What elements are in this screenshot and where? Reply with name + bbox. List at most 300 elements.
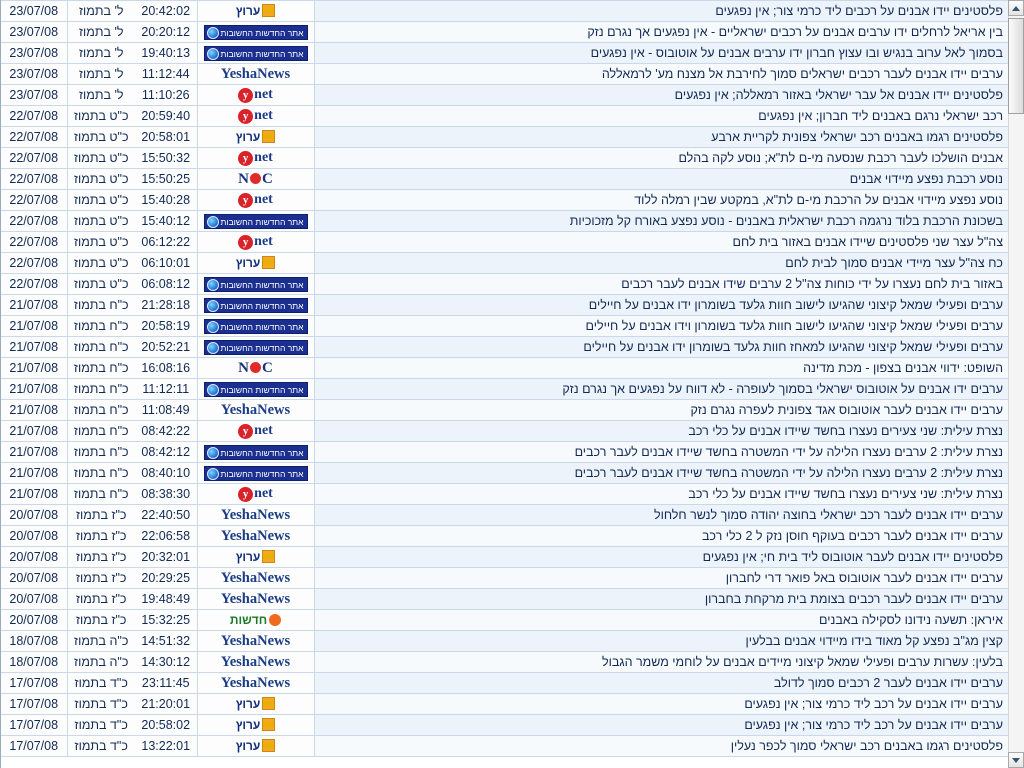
news-source-cell[interactable]: [197, 232, 314, 253]
ynet-mark: y: [238, 424, 253, 439]
table-row[interactable]: [1, 631, 1008, 652]
news-date-cell: 22/07/08: [1, 211, 67, 232]
news-date-cell: 22/07/08: [1, 232, 67, 253]
globe-icon: [207, 27, 219, 39]
arutz7-bars-icon: [262, 697, 275, 710]
yeshanews-logo[interactable]: YeshaNews: [220, 654, 291, 670]
news-headline-link[interactable]: פלסטינים יידו אבנים על רכבים ליד כרמי צור; אין נפגעים: [314, 1, 1008, 22]
news-headline-link[interactable]: ערבים יידו אבנים על רכב ליד כרמי צור; אין נפגעים: [314, 715, 1008, 736]
news-hebrew-date-cell: כ"ח בתמוז: [67, 358, 135, 379]
news-source-cell[interactable]: [197, 421, 314, 442]
yeshanews-logo[interactable]: YeshaNews: [220, 528, 291, 544]
news-time-cell: 14:30:12: [135, 652, 197, 673]
news-date-cell: 21/07/08: [1, 316, 67, 337]
news-time-cell: 20:58:01: [135, 127, 197, 148]
news-results-table: [1, 0, 1008, 757]
news-time-cell: 08:38:30: [135, 484, 197, 505]
news-headline-link[interactable]: בין אריאל לרחלים ידו ערבים אבנים על רכבים ישראליים - אין נפגעים אך נגרם נזק: [314, 22, 1008, 43]
news-headline-link[interactable]: אבנים הושלכו לעבר רכבת שנסעה מי-ם לת"א; נוסע לקה בהלם: [314, 148, 1008, 169]
globe-icon: [207, 468, 219, 480]
news-hebrew-date-cell: כ"ט בתמוז: [67, 127, 135, 148]
news-date-cell: 22/07/08: [1, 106, 67, 127]
news-time-cell: 19:48:49: [135, 589, 197, 610]
news-hebrew-date-cell: כ"ד בתמוז: [67, 673, 135, 694]
news-date-cell: 21/07/08: [1, 463, 67, 484]
table-row[interactable]: [1, 484, 1008, 505]
ynet-wordmark: net: [254, 150, 273, 165]
table-row[interactable]: [1, 337, 1008, 358]
hahadashot-wordmark: אתר החדשות החשובות: [220, 321, 304, 332]
news-source-cell[interactable]: [197, 547, 314, 568]
news-source-cell[interactable]: [197, 568, 314, 589]
hahadashot-hahashuvot-logo[interactable]: [204, 445, 308, 460]
news-source-cell[interactable]: [197, 358, 314, 379]
news-source-cell[interactable]: [197, 442, 314, 463]
news-source-cell[interactable]: [197, 43, 314, 64]
news-time-cell: 19:40:13: [135, 43, 197, 64]
news-date-cell: 21/07/08: [1, 337, 67, 358]
scrollbar-track[interactable]: [1009, 16, 1024, 752]
news-source-cell[interactable]: [197, 64, 314, 85]
news-source-cell[interactable]: [197, 715, 314, 736]
yeshanews-logo[interactable]: YeshaNews: [220, 66, 291, 82]
news-hebrew-date-cell: כ"ט בתמוז: [67, 190, 135, 211]
news-source-cell[interactable]: [197, 295, 314, 316]
hahadashot-hahashuvot-logo[interactable]: [204, 466, 308, 481]
news-source-cell[interactable]: [197, 505, 314, 526]
news-date-cell: 18/07/08: [1, 631, 67, 652]
table-row[interactable]: [1, 568, 1008, 589]
globe-icon: [207, 321, 219, 333]
news-date-cell: 17/07/08: [1, 715, 67, 736]
sun-icon: [269, 614, 281, 626]
hahadashot-hahashuvot-logo[interactable]: [204, 298, 308, 313]
globe-icon: [207, 447, 219, 459]
news-time-cell: 22:06:58: [135, 526, 197, 547]
news-date-cell: 21/07/08: [1, 421, 67, 442]
news-source-cell[interactable]: [197, 610, 314, 631]
triangle-down-icon: [1012, 758, 1020, 763]
news-source-cell[interactable]: [197, 253, 314, 274]
news-headline-link[interactable]: ערבים יידו אבנים לעבר אוטובוס באל פואר דרי לחברון: [314, 568, 1008, 589]
news-date-cell: 23/07/08: [1, 1, 67, 22]
arutz7-wordmark: ערוץ: [235, 697, 261, 711]
arutz7-wordmark: ערוץ: [235, 256, 261, 270]
news-date-cell: 21/07/08: [1, 358, 67, 379]
news-time-cell: 06:10:01: [135, 253, 197, 274]
ynet-logo[interactable]: [238, 108, 273, 124]
news-date-cell: 20/07/08: [1, 568, 67, 589]
ynet-mark: y: [238, 487, 253, 502]
news-source-cell[interactable]: [197, 694, 314, 715]
green-news-logo[interactable]: [230, 612, 281, 628]
news-headline-link[interactable]: נוסע רכבת נפצע מיידוי אבנים: [314, 169, 1008, 190]
hahadashot-wordmark: אתר החדשות החשובות: [220, 300, 304, 311]
arutz7-bars-icon: [262, 130, 275, 143]
news-date-cell: 21/07/08: [1, 484, 67, 505]
news-time-cell: 20:20:12: [135, 22, 197, 43]
news-hebrew-date-cell: כ"ד בתמוז: [67, 694, 135, 715]
table-row[interactable]: [1, 526, 1008, 547]
news-source-cell[interactable]: [197, 589, 314, 610]
arutz7-wordmark: ערוץ: [235, 130, 261, 144]
table-row[interactable]: [1, 274, 1008, 295]
news-headline-link[interactable]: ערבים יידו אבנים לעבר רכבים בעוקף חוסן נזק ל 2 כלי רכב: [314, 526, 1008, 547]
news-time-cell: 20:59:40: [135, 106, 197, 127]
arutz7-bars-icon: [262, 739, 275, 752]
news-time-cell: 20:58:19: [135, 316, 197, 337]
news-source-cell[interactable]: [197, 652, 314, 673]
news-headline-link[interactable]: צה"ל עצר שני פלסטינים שיידו אבנים באזור בית לחם: [314, 232, 1008, 253]
news-hebrew-date-cell: כ"ז בתמוז: [67, 526, 135, 547]
nfc-letter-n: N: [238, 171, 249, 187]
news-time-cell: 20:32:01: [135, 547, 197, 568]
globe-icon: [207, 216, 219, 228]
news-source-cell[interactable]: [197, 526, 314, 547]
news-date-cell: 17/07/08: [1, 673, 67, 694]
hahadashot-hahashuvot-logo[interactable]: [204, 340, 308, 355]
news-hebrew-date-cell: כ"ח בתמוז: [67, 295, 135, 316]
table-row[interactable]: [1, 295, 1008, 316]
news-time-cell: 08:42:22: [135, 421, 197, 442]
news-source-cell[interactable]: [197, 85, 314, 106]
news-time-cell: 16:08:16: [135, 358, 197, 379]
hahadashot-hahashuvot-logo[interactable]: [204, 277, 308, 292]
news-source-cell[interactable]: [197, 211, 314, 232]
ynet-mark: y: [238, 235, 253, 250]
news-time-cell: 20:52:21: [135, 337, 197, 358]
news-headline-link[interactable]: פלסטינים יידו אבנים אל עבר ישראלי באזור רמאללה; אין נפגעים: [314, 85, 1008, 106]
news-date-cell: 20/07/08: [1, 505, 67, 526]
scroll-up-button[interactable]: [1008, 0, 1024, 16]
news-headline-link[interactable]: קצין מג"ב נפצע קל מאוד בידו מיידוי אבנים בבלעין: [314, 631, 1008, 652]
table-row[interactable]: [1, 190, 1008, 211]
news-source-cell[interactable]: [197, 484, 314, 505]
news-hebrew-date-cell: ל' בתמוז: [67, 1, 135, 22]
news-headline-link[interactable]: פלסטינים יידו אבנים לעבר אוטובוס ליד בית חי; אין נפגעים: [314, 547, 1008, 568]
news-source-cell[interactable]: [197, 379, 314, 400]
table-row[interactable]: [1, 106, 1008, 127]
arutz7-wordmark: ערוץ: [235, 4, 261, 18]
news-time-cell: 22:40:50: [135, 505, 197, 526]
news-source-cell[interactable]: [197, 148, 314, 169]
yeshanews-logo[interactable]: YeshaNews: [220, 591, 291, 607]
news-headline-link[interactable]: נצרת עילית: שני צעירים נעצרו בחשד שיידו אבנים על כלי רכב: [314, 421, 1008, 442]
vertical-scrollbar[interactable]: [1008, 0, 1024, 768]
table-row[interactable]: [1, 505, 1008, 526]
news-time-cell: 15:40:12: [135, 211, 197, 232]
hahadashot-wordmark: אתר החדשות החשובות: [220, 384, 304, 395]
news-headline-link[interactable]: כח צה"ל עצר מיידי אבנים סמוך לבית לחם: [314, 253, 1008, 274]
arutz7-bars-icon: [262, 550, 275, 563]
news-hebrew-date-cell: כ"ח בתמוז: [67, 337, 135, 358]
ynet-logo[interactable]: [238, 486, 273, 502]
news-headline-link[interactable]: איראן: תשעה נידונו לסקילה באבנים: [314, 610, 1008, 631]
news-headline-link[interactable]: נוסע נפצע מיידוי אבנים על הרכבת מי-ם לת"א, במקטע שבין רמלה ללוד: [314, 190, 1008, 211]
table-row[interactable]: [1, 379, 1008, 400]
news-date-cell: 22/07/08: [1, 148, 67, 169]
news-time-cell: 06:08:12: [135, 274, 197, 295]
news-headline-link[interactable]: באזור בית לחם נעצרו על ידי כוחות צה"ל 2 ערבים שידו אבנים לעבר רכבים: [314, 274, 1008, 295]
globe-icon: [207, 342, 219, 354]
nfc-dot-icon: [250, 362, 261, 373]
ynet-wordmark: net: [254, 87, 273, 102]
table-row[interactable]: [1, 316, 1008, 337]
news-time-cell: 08:40:10: [135, 463, 197, 484]
news-time-cell: 15:50:32: [135, 148, 197, 169]
news-headline-link[interactable]: ערבים ופעילי שמאל קיצוני שהגיעו למאחז חוות גלעד בשומרון ידו אבנים על חיילים: [314, 337, 1008, 358]
news-headline-link[interactable]: ערבים ידו אבנים על אוטובוס ישראלי בסמוך לעופרה - לא דווח על נפגעים אך נגרם נזק: [314, 379, 1008, 400]
ynet-logo[interactable]: [238, 150, 273, 166]
news-headline-link[interactable]: ערבים יידו אבנים לעבר 2 רכבים סמוך לדולב: [314, 673, 1008, 694]
news-headline-link[interactable]: פלסטינים רגמו באבנים רכב ישראלי צפונית לקריית ארבע: [314, 127, 1008, 148]
news-source-cell[interactable]: [197, 400, 314, 421]
arutz-7-logo[interactable]: [236, 549, 276, 565]
arutz7-bars-icon: [262, 4, 275, 17]
news-time-cell: 20:29:25: [135, 568, 197, 589]
news-date-cell: 22/07/08: [1, 274, 67, 295]
news-hebrew-date-cell: כ"ד בתמוז: [67, 715, 135, 736]
news-source-cell[interactable]: [197, 190, 314, 211]
news-source-cell[interactable]: [197, 127, 314, 148]
table-row[interactable]: [1, 253, 1008, 274]
ynet-wordmark: net: [254, 192, 273, 207]
yeshanews-logo[interactable]: YeshaNews: [220, 570, 291, 586]
news-time-cell: 11:08:49: [135, 400, 197, 421]
news-hebrew-date-cell: כ"ט בתמוז: [67, 211, 135, 232]
news-headline-link[interactable]: ערבים יידו אבנים לעבר אוטובוס אגד צפונית לעפרה נגרם נזק: [314, 400, 1008, 421]
news-hebrew-date-cell: כ"ה בתמוז: [67, 631, 135, 652]
nfc-letter-n: N: [238, 360, 249, 376]
news-source-cell[interactable]: [197, 463, 314, 484]
news-source-cell[interactable]: [197, 631, 314, 652]
news-hebrew-date-cell: כ"ט בתמוז: [67, 169, 135, 190]
hahadashot-hahashuvot-logo[interactable]: [204, 382, 308, 397]
nfc-letter-c: C: [262, 360, 273, 376]
news-hebrew-date-cell: כ"ט בתמוז: [67, 232, 135, 253]
news-hebrew-date-cell: כ"ח בתמוז: [67, 316, 135, 337]
news-headline-link[interactable]: ערבים יידו אבנים לעבר רכב ישראלי בחוצה יהודה סמוך לנשר חלחול: [314, 505, 1008, 526]
news-date-cell: 21/07/08: [1, 400, 67, 421]
hahadashot-wordmark: אתר החדשות החשובות: [220, 447, 304, 458]
yeshanews-logo[interactable]: YeshaNews: [220, 402, 291, 418]
news-hebrew-date-cell: ל' בתמוז: [67, 43, 135, 64]
news-hebrew-date-cell: ל' בתמוז: [67, 85, 135, 106]
triangle-up-icon: [1012, 6, 1020, 11]
news-time-cell: 15:40:28: [135, 190, 197, 211]
news-date-cell: 21/07/08: [1, 379, 67, 400]
table-row[interactable]: [1, 610, 1008, 631]
table-row[interactable]: [1, 673, 1008, 694]
table-row[interactable]: [1, 43, 1008, 64]
news-headline-link[interactable]: נצרת עילית: שני צעירים נעצרו בחשד שיידו אבנים על כלי רכב: [314, 484, 1008, 505]
news-time-cell: 08:42:12: [135, 442, 197, 463]
news-headline-link[interactable]: נצרת עילית: 2 ערבים נעצרו הלילה על ידי המשטרה בחשד שיידו אבנים לעבר רכבים: [314, 442, 1008, 463]
news-date-cell: 21/07/08: [1, 442, 67, 463]
arutz-7-logo[interactable]: [236, 255, 276, 271]
table-row[interactable]: [1, 715, 1008, 736]
news-headline-link[interactable]: ערבים ופעילי שמאל קיצוני שהגיעו לישוב חוות גלעד בשומרון ידו אבנים על חיילים: [314, 295, 1008, 316]
news-headline-link[interactable]: ערבים יידו אבנים לעבר רכבים בצומת בית מרקחת בחברון: [314, 589, 1008, 610]
scrollbar-thumb[interactable]: [1008, 18, 1024, 114]
table-row[interactable]: [1, 1, 1008, 22]
news-date-cell: 18/07/08: [1, 652, 67, 673]
news-time-cell: 23:11:45: [135, 673, 197, 694]
arutz7-bars-icon: [262, 718, 275, 731]
news-time-cell: 21:20:01: [135, 694, 197, 715]
news-date-cell: 22/07/08: [1, 190, 67, 211]
news-time-cell: 13:22:01: [135, 736, 197, 757]
globe-icon: [207, 279, 219, 291]
news-hebrew-date-cell: ל' בתמוז: [67, 22, 135, 43]
nfc-dot-icon: [250, 173, 261, 184]
news-date-cell: 20/07/08: [1, 589, 67, 610]
ynet-mark: y: [238, 193, 253, 208]
yeshanews-logo[interactable]: YeshaNews: [220, 507, 291, 523]
news-source-cell[interactable]: [197, 22, 314, 43]
news-headline-link[interactable]: נצרת עילית: 2 ערבים נעצרו הלילה על ידי המשטרה בחשד שיידו אבנים לעבר רכבים: [314, 463, 1008, 484]
news-headline-link[interactable]: רכב ישראלי נרגם באבנים ליד חברון; אין נפגעים: [314, 106, 1008, 127]
table-row[interactable]: [1, 211, 1008, 232]
news-hebrew-date-cell: כ"ז בתמוז: [67, 610, 135, 631]
yeshanews-logo[interactable]: YeshaNews: [220, 675, 291, 691]
yeshanews-logo[interactable]: YeshaNews: [220, 633, 291, 649]
news-source-cell[interactable]: [197, 169, 314, 190]
scroll-down-button[interactable]: [1008, 752, 1024, 768]
news-hebrew-date-cell: כ"ה בתמוז: [67, 652, 135, 673]
ynet-mark: y: [238, 151, 253, 166]
news-hebrew-date-cell: כ"ז בתמוז: [67, 589, 135, 610]
table-row[interactable]: [1, 127, 1008, 148]
hahadashot-hahashuvot-logo[interactable]: [204, 319, 308, 334]
ynet-logo[interactable]: [238, 423, 273, 439]
table-row[interactable]: [1, 22, 1008, 43]
table-row[interactable]: [1, 694, 1008, 715]
news-source-cell[interactable]: [197, 274, 314, 295]
news-headline-link[interactable]: השופט: ידווי אבנים בצפון - מכת מדינה: [314, 358, 1008, 379]
news-headline-link[interactable]: בלעין: עשרות ערבים ופעילי שמאל קיצוני מיידים אבנים על לוחמי משמר הגבול: [314, 652, 1008, 673]
news-hebrew-date-cell: כ"ח בתמוז: [67, 484, 135, 505]
news-hebrew-date-cell: כ"ט בתמוז: [67, 106, 135, 127]
table-row[interactable]: [1, 64, 1008, 85]
news-date-cell: 23/07/08: [1, 64, 67, 85]
news-date-cell: 20/07/08: [1, 547, 67, 568]
table-row[interactable]: [1, 736, 1008, 757]
arutz7-wordmark: ערוץ: [235, 550, 261, 564]
arutz-7-logo[interactable]: [236, 738, 276, 754]
news-hebrew-date-cell: כ"ט בתמוז: [67, 274, 135, 295]
news-headline-link[interactable]: פלסטינים רגמו באבנים רכב ישראלי סמוך לכפר נעלין: [314, 736, 1008, 757]
globe-icon: [207, 48, 219, 60]
hahadashot-wordmark: אתר החדשות החשובות: [220, 27, 304, 38]
news-date-cell: 22/07/08: [1, 169, 67, 190]
news-time-cell: 20:58:02: [135, 715, 197, 736]
table-row[interactable]: [1, 148, 1008, 169]
news-time-cell: 15:50:25: [135, 169, 197, 190]
news-date-cell: 20/07/08: [1, 526, 67, 547]
news-headline-link[interactable]: בסמוך לאל ערוב בנגיש ובו עצוץ חברון ידו ערבים אבנים על אוטובוס - אין נפגעים: [314, 43, 1008, 64]
news-source-cell[interactable]: [197, 337, 314, 358]
news-date-cell: 23/07/08: [1, 85, 67, 106]
ynet-logo[interactable]: [238, 234, 273, 250]
table-row[interactable]: [1, 421, 1008, 442]
nfc-logo[interactable]: [238, 171, 273, 187]
hahadashot-wordmark: אתר החדשות החשובות: [220, 216, 304, 227]
arutz-7-logo[interactable]: [236, 717, 276, 733]
table-row[interactable]: [1, 85, 1008, 106]
news-time-cell: 11:10:26: [135, 85, 197, 106]
news-date-cell: 20/07/08: [1, 610, 67, 631]
news-hebrew-date-cell: כ"ח בתמוז: [67, 400, 135, 421]
ynet-mark: y: [238, 88, 253, 103]
news-hebrew-date-cell: כ"ח בתמוז: [67, 421, 135, 442]
news-source-cell[interactable]: [197, 1, 314, 22]
news-hebrew-date-cell: כ"ח בתמוז: [67, 463, 135, 484]
table-row[interactable]: [1, 589, 1008, 610]
news-headline-link[interactable]: בשכונת הרכבת בלוד נרגמה רכבת ישראלית באבנים - נוסע נפצע באורח קל מזכוכיות: [314, 211, 1008, 232]
news-date-cell: 22/07/08: [1, 253, 67, 274]
table-row[interactable]: [1, 442, 1008, 463]
nfc-logo[interactable]: [238, 360, 273, 376]
news-hebrew-date-cell: כ"ז בתמוז: [67, 568, 135, 589]
news-source-cell[interactable]: [197, 316, 314, 337]
arutz7-wordmark: ערוץ: [235, 739, 261, 753]
nfc-letter-c: C: [262, 171, 273, 187]
news-date-cell: 23/07/08: [1, 22, 67, 43]
hahadashot-wordmark: אתר החדשות החשובות: [220, 342, 304, 353]
news-headline-link[interactable]: ערבים ופעילי שמאל קיצוני שהגיעו לישוב חוות גלעד בשומרון וידו אבנים על חיילים: [314, 316, 1008, 337]
news-source-cell[interactable]: [197, 106, 314, 127]
ynet-wordmark: net: [254, 423, 273, 438]
news-hebrew-date-cell: כ"ח בתמוז: [67, 442, 135, 463]
table-row[interactable]: [1, 169, 1008, 190]
table-row[interactable]: [1, 652, 1008, 673]
arutz-7-logo[interactable]: [236, 129, 276, 145]
news-source-cell[interactable]: [197, 673, 314, 694]
news-time-cell: 06:12:22: [135, 232, 197, 253]
news-time-cell: 14:51:32: [135, 631, 197, 652]
ynet-logo[interactable]: [238, 87, 273, 103]
news-date-cell: 21/07/08: [1, 295, 67, 316]
arutz-7-logo[interactable]: [236, 3, 276, 19]
news-headline-link[interactable]: ערבים יידו אבנים לעבר רכבים ישראלים סמוך לחירבת אל מצנח מע' לרמאללה: [314, 64, 1008, 85]
news-time-cell: 11:12:44: [135, 64, 197, 85]
news-hebrew-date-cell: כ"ח בתמוז: [67, 379, 135, 400]
news-time-cell: 20:42:02: [135, 1, 197, 22]
globe-icon: [207, 300, 219, 312]
table-row[interactable]: [1, 547, 1008, 568]
ynet-wordmark: net: [254, 486, 273, 501]
arutz-7-logo[interactable]: [236, 696, 276, 712]
hahadashot-hahashuvot-logo[interactable]: [204, 214, 308, 229]
news-headline-link[interactable]: ערבים יידו אבנים על רכב ליד כרמי צור; אין נפגעים: [314, 694, 1008, 715]
news-source-cell[interactable]: [197, 736, 314, 757]
hahadashot-hahashuvot-logo[interactable]: [204, 46, 308, 61]
ynet-wordmark: net: [254, 234, 273, 249]
news-hebrew-date-cell: כ"ז בתמוז: [67, 547, 135, 568]
news-time-cell: 11:12:11: [135, 379, 197, 400]
news-hebrew-date-cell: ל' בתמוז: [67, 64, 135, 85]
table-row[interactable]: [1, 232, 1008, 253]
table-row[interactable]: [1, 463, 1008, 484]
news-hebrew-date-cell: כ"ט בתמוז: [67, 148, 135, 169]
news-date-cell: 22/07/08: [1, 127, 67, 148]
hahadashot-hahashuvot-logo[interactable]: [204, 25, 308, 40]
ynet-logo[interactable]: [238, 192, 273, 208]
table-row[interactable]: [1, 400, 1008, 421]
table-row[interactable]: [1, 358, 1008, 379]
news-date-cell: 17/07/08: [1, 694, 67, 715]
